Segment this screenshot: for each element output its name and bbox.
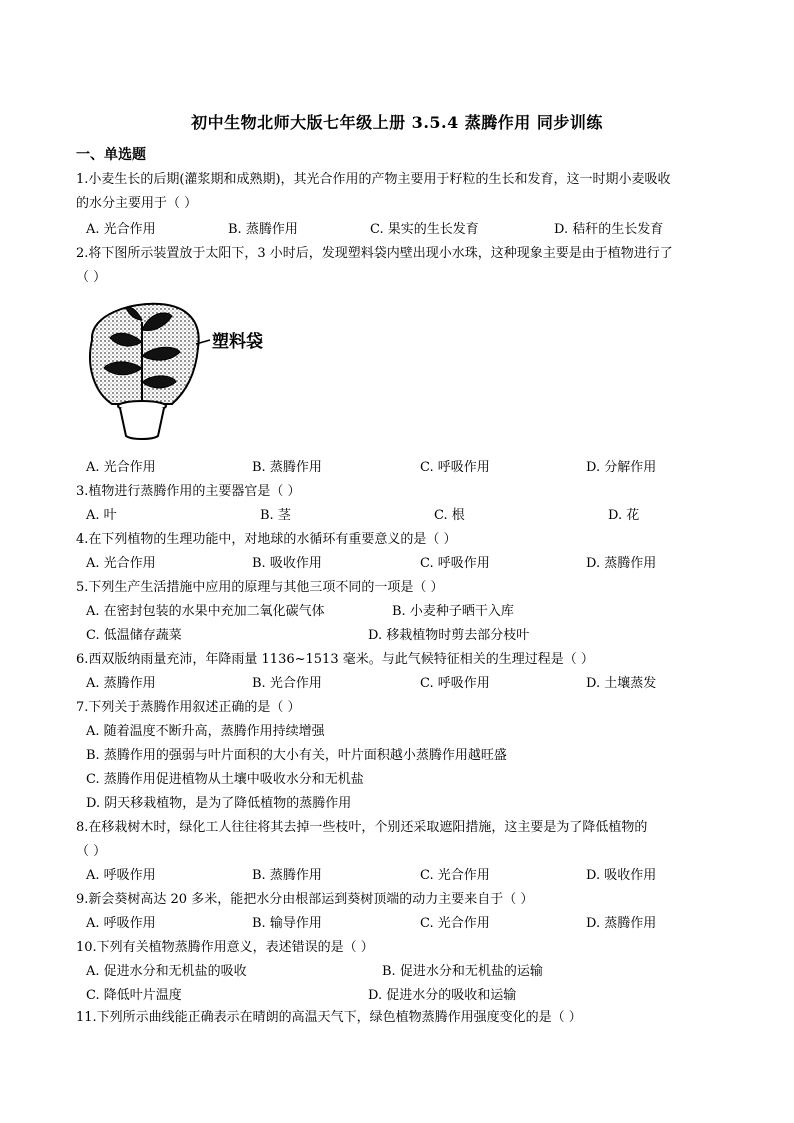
question-2-line-2: （ ） [76, 270, 107, 285]
question-5-option-b: B. 小麦种子晒干入库 [392, 604, 514, 619]
question-1-line-2: 的水分主要用于（ ） [76, 196, 198, 211]
question-4-option-b: B. 吸收作用 [252, 556, 322, 571]
question-3-option-b: B. 茎 [260, 508, 291, 523]
question-8-option-a: A. 呼吸作用 [86, 868, 156, 883]
question-8-option-d: D. 吸收作用 [586, 868, 657, 883]
question-11-line-1: 11.下列所示曲线能正确表示在晴朗的高温天气下，绿色植物蒸腾作用强度变化的是（ ） [76, 1010, 582, 1025]
question-1-line-1: 1.小麦生长的后期(灌浆期和成熟期)，其光合作用的产物主要用于籽粒的生长和发育，这一时期小麦吸收 [76, 172, 671, 187]
question-3-option-d: D. 花 [608, 508, 640, 523]
question-6-option-c: C. 呼吸作用 [420, 676, 490, 691]
question-8-option-b: B. 蒸腾作用 [252, 868, 322, 883]
plastic-bag-label: 塑料袋 [212, 332, 263, 352]
question-3-line-1: 3.植物进行蒸腾作用的主要器官是（ ） [76, 484, 301, 499]
question-9-option-a: A. 呼吸作用 [86, 916, 156, 931]
question-9-line-1: 9.新会葵树高达 20 多米，能把水分由根部运到葵树顶端的动力主要来自于（ ） [76, 892, 534, 907]
question-4-option-d: D. 蒸腾作用 [586, 556, 657, 571]
question-7-option-c: C. 蒸腾作用促进植物从土壤中吸收水分和无机盐 [86, 772, 364, 787]
question-9-option-d: D. 蒸腾作用 [586, 916, 657, 931]
question-6-option-b: B. 光合作用 [252, 676, 322, 691]
page-title: 初中生物北师大版七年级上册 3.5.4 蒸腾作用 同步训练 [191, 113, 603, 132]
question-7-option-b: B. 蒸腾作用的强弱与叶片面积的大小有关，叶片面积越小蒸腾作用越旺盛 [86, 748, 507, 763]
question-7-line-1: 7.下列关于蒸腾作用叙述正确的是（ ） [76, 700, 301, 715]
question-1-option-c: C. 果实的生长发育 [370, 222, 479, 237]
question-5-line-1: 5.下列生产生活措施中应用的原理与其他三项不同的一项是（ ） [76, 580, 444, 595]
question-5-option-d: D. 移栽植物时剪去部分枝叶 [368, 628, 530, 643]
question-1-option-b: B. 蒸腾作用 [228, 222, 298, 237]
question-4-option-c: C. 呼吸作用 [420, 556, 490, 571]
question-5-option-a: A. 在密封包装的水果中充加二氧化碳气体 [86, 604, 325, 619]
question-9-option-b: B. 输导作用 [252, 916, 322, 931]
question-4-option-a: A. 光合作用 [86, 556, 156, 571]
question-2-option-a: A. 光合作用 [86, 460, 156, 475]
question-10-option-a: A. 促进水分和无机盐的吸收 [86, 964, 247, 979]
question-2-option-d: D. 分解作用 [586, 460, 657, 475]
question-6-option-a: A. 蒸腾作用 [86, 676, 156, 691]
question-4-line-1: 4.在下列植物的生理功能中，对地球的水循环有重要意义的是（ ） [76, 532, 457, 547]
plant-bag-figure [80, 300, 280, 445]
plant-bag-illustration [80, 300, 280, 445]
question-10-option-c: C. 降低叶片温度 [86, 988, 182, 1003]
question-3-option-a: A. 叶 [86, 508, 117, 523]
question-9-option-c: C. 光合作用 [420, 916, 490, 931]
question-1-option-a: A. 光合作用 [86, 222, 156, 237]
question-6-line-1: 6.西双版纳雨量充沛，年降雨量 1136~1513 毫米。与此气候特征相关的生理过程是（ ） [76, 652, 594, 667]
question-10-line-1: 10.下列有关植物蒸腾作用意义，表述错误的是（ ） [76, 940, 374, 955]
question-5-option-c: C. 低温储存蔬菜 [86, 628, 182, 643]
question-2-option-c: C. 呼吸作用 [420, 460, 490, 475]
question-7-option-a: A. 随着温度不断升高，蒸腾作用持续增强 [86, 724, 325, 739]
question-7-option-d: D. 阴天移栽植物，是为了降低植物的蒸腾作用 [86, 796, 352, 811]
question-8-option-c: C. 光合作用 [420, 868, 490, 883]
question-3-option-c: C. 根 [434, 508, 465, 523]
section-heading: 一、单选题 [76, 147, 146, 163]
question-6-option-d: D. 土壤蒸发 [586, 676, 657, 691]
question-10-option-b: B. 促进水分和无机盐的运输 [382, 964, 543, 979]
question-8-line-2: （ ） [76, 844, 107, 859]
question-2-line-1: 2.将下图所示装置放于太阳下，3 小时后，发现塑料袋内壁出现小水珠，这种现象主要是由于植物进行了 [76, 246, 673, 261]
question-2-option-b: B. 蒸腾作用 [252, 460, 322, 475]
question-8-line-1: 8.在移栽树木时，绿化工人往往将其去掉一些枝叶，个别还采取遮阳措施，这主要是为了降低植物的 [76, 820, 648, 835]
question-1-option-d: D. 秸秆的生长发育 [554, 222, 664, 237]
question-10-option-d: D. 促进水分的吸收和运输 [368, 988, 517, 1003]
